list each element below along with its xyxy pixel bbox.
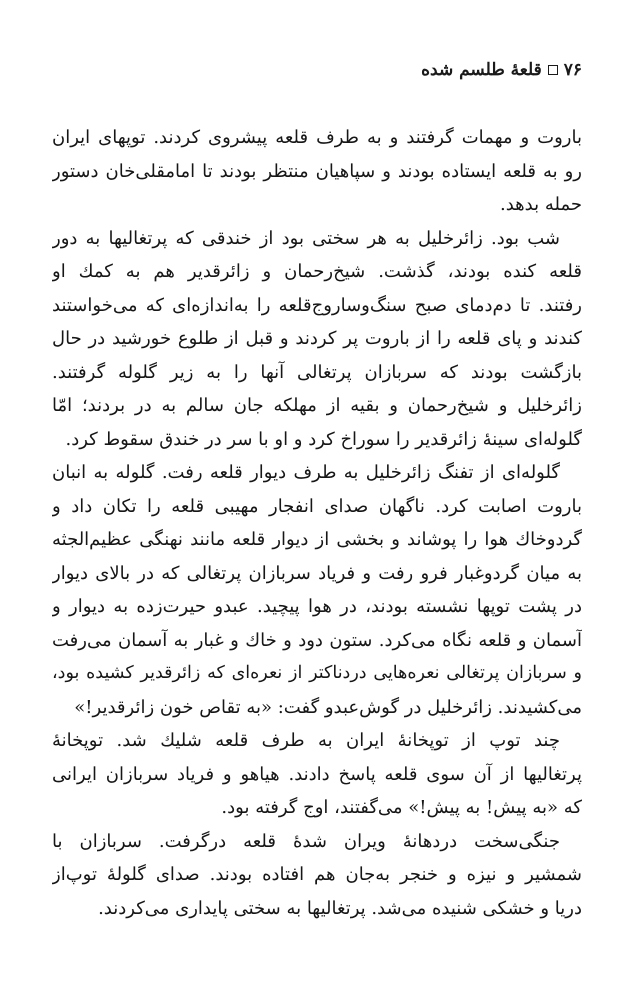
book-title: قلعهٔ طلسم شده [421, 60, 542, 80]
text-line: باروت و مهمات گرفتند و به طرف قلعه پیشروی کردند. توپهای ایران [52, 127, 582, 148]
text-line: چند توپ از توپخانهٔ ایران به طرف قلعه شلیك شد. توپخانهٔ [52, 730, 560, 751]
text-line: آسمان و قلعه نگاه می‌کرد. ستون دود و خاك و غبار به آسمان می‌رفت [52, 629, 582, 651]
text-line: بازگشت بودند که سربازان پرتغالی آنها را به زیر گلوله گرفتند. [52, 361, 582, 383]
text-line: می‌کشیدند. زائرخلیل در گوش‌عبدو گفت: «به تقاص خون زائرقدیر!» [74, 696, 582, 718]
text-line: شب بود. زائرخلیل به هر سختی بود از خندقی که پرتغالیها به دور [52, 227, 560, 249]
text-line: که «به پیش! به پیش!» می‌گفتند، اوج گرفته بود. [221, 797, 582, 818]
text-line: حمله بدهد. [500, 194, 582, 215]
text-line: رفتند. تا دم‌دمای صبح سنگ‌وساروج‌قلعه را به‌اندازه‌ای که می‌خواستند [52, 294, 582, 316]
text-line: رو به قلعه ایستاده بودند و سپاهیان منتظر بودند تا امامقلی‌خان دستور [52, 160, 582, 182]
text-line: گلوله‌ای از تفنگ زائرخلیل به طرف دیوار قلعه رفت. گلوله به انبان [52, 462, 561, 483]
running-header [421, 60, 582, 80]
text-line: زائرخلیل و شیخ‌رحمان و بقیه از مهلکه جان سالم به در بردند؛ امّا [52, 395, 582, 416]
text-line: گردوخاك هوا را پوشاند و بخشی از دیوار قلعه مانند نهنگی عظیم‌الجثه [52, 529, 582, 550]
text-line: کندند و پای قلعه را از باروت پر کردند و قبل از طلوع خورشید در حال [52, 328, 582, 349]
text-line: قلعه کنده بودند، گذشت. شیخ‌رحمان و زائرقدیر هم به کمك او [52, 261, 582, 282]
text-line: و سربازان پرتغالی نعره‌هایی دردناکتر از نعره‌ای که زائرقدیر کشیده بود، [52, 663, 582, 683]
text-line: در پشت توپها نشسته بودند، در هوا پیچید. عبدو حیرت‌زده به دیوار و [52, 596, 582, 617]
body-text [52, 121, 582, 925]
text-line: پرتغالیها از آن سوی قلعه پاسخ دادند. هیاهو و فریاد سربازان ایرانی [52, 763, 582, 785]
text-line: شمشیر و نیزه و خنجر به‌جان هم افتاده بودند. صدای گلولهٔ توپ‌از [52, 864, 582, 885]
text-line: به میان گردوغبار فرو رفت و فریاد سربازان پرتغالی که در بالای دیوار [52, 562, 582, 584]
text-line: گلوله‌ای سینهٔ زائرقدیر را سوراخ کرد و او با سر در خندق سقوط کرد. [65, 428, 582, 450]
text-line: دریا و خشکی شنیده می‌شد. پرتغالیها به سختی پایداری می‌کردند. [98, 897, 582, 919]
text-line: باروت اصابت کرد. ناگهان صدای انفجار مهیبی قلعه را تکان داد و [52, 495, 582, 517]
page-number: ۷۶ [563, 60, 582, 80]
header-separator-box [548, 65, 558, 75]
text-line: جنگی‌سخت دردهانهٔ ویران شدهٔ قلعه درگرفت. سربازان با [52, 830, 560, 852]
